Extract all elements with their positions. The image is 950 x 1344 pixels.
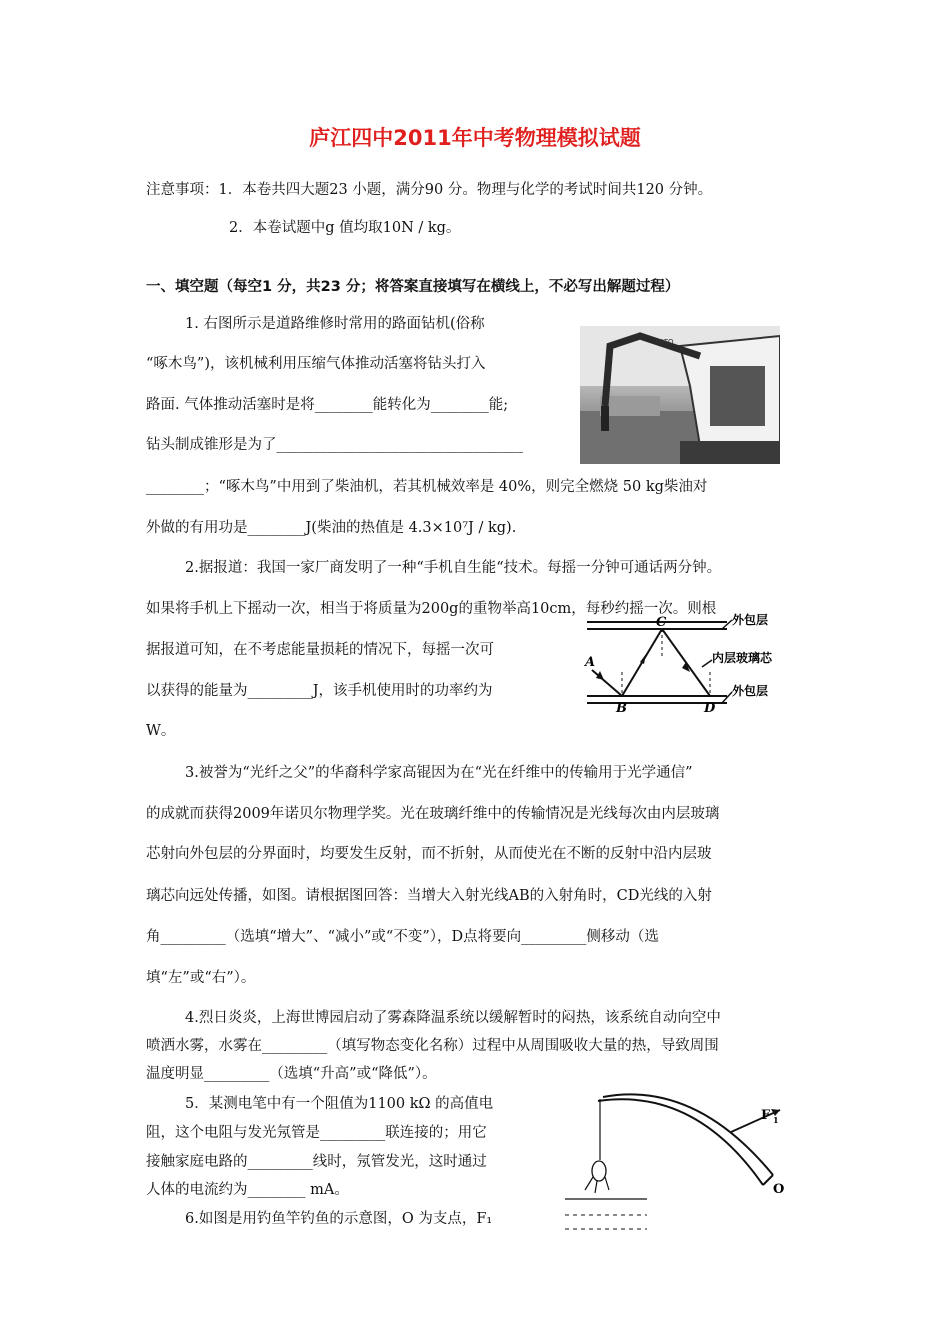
q2-line-3: 据报道可知，在不考虑能量损耗的情况下，每摇一次可 (146, 642, 494, 658)
q3-line-2: 的成就而获得2009年诺贝尔物理学奖。光在玻璃纤维中的传输情况是光线每次由内层玻璃 (146, 806, 720, 822)
force-f1-label: F (761, 1108, 771, 1123)
q5-line-3: 接触家庭电路的_________线时，氖管发光，这时通过 (146, 1154, 487, 1170)
outer-layer-bottom-label: 外包层 (732, 684, 769, 698)
q5-line-1: 5．某测电笔中有一个阻值为1100 kΩ 的高值电 (185, 1096, 494, 1112)
notes-line-2: 2．本卷试题中g 值均取10N / kg。 (229, 220, 461, 236)
fishing-rod-diagram (555, 1085, 795, 1235)
force-f1-subscript: 1 (773, 1115, 779, 1125)
q2-line-5: W。 (146, 723, 176, 739)
q3-line-5: 角_________（选填“增大”、“减小”或“不变”），D点将要向_________侧移动（选 (146, 929, 659, 945)
point-d-label: D (704, 701, 716, 716)
photo-brand-label: KATO (655, 338, 674, 346)
q5-line-2: 阻，这个电阻与发光氖管是_________联连接的；用它 (146, 1125, 487, 1141)
q1-line-2: “啄木鸟”)，该机械利用压缩气体推动活塞将钻头打入 (146, 356, 486, 372)
point-b-label: B (616, 701, 627, 716)
q1-line-4: 钻头制成锥形是为了__________________________________ (146, 437, 523, 453)
page-title: 庐江四中2011年中考物理模拟试题 (309, 126, 641, 150)
point-a-label: A (585, 655, 596, 670)
q4-line-2: 喷洒水雾，水雾在_________（填写物态变化名称）过程中从周围吸收大量的热，导致周围 (146, 1038, 719, 1054)
q3-line-3: 芯射向外包层的分界面时，均要发生反射，而不折射，从而使光在不断的反射中沿内层玻 (146, 846, 712, 862)
pivot-o-label: O (773, 1182, 785, 1197)
q3-line-1: 3.被誉为“光纤之父”的华裔科学家高锟因为在“光在纤维中的传输用于光学通信” (185, 765, 693, 781)
q2-line-2: 如果将手机上下摇动一次，相当于将质量为200g的重物举高10cm，每秒约摇一次。则根 (146, 601, 717, 617)
section-1-heading: 一、填空题（每空1 分，共23 分；将答案直接填写在横线上，不必写出解题过程） (146, 279, 680, 295)
point-c-label: C (656, 615, 667, 630)
q1-line-3: 路面. 气体推动活塞时是将________能转化为________能; (146, 397, 509, 413)
outer-layer-top-label: 外包层 (732, 613, 769, 627)
q1-line-6: 外做的有用功是________J(柴油的热值是 4.3×10⁷J / kg). (146, 520, 517, 536)
optical-fiber-diagram (582, 612, 802, 717)
notes-line-1: 注意事项：1．本卷共四大题23 小题，满分90 分。物理与化学的考试时间共120 分钟。 (146, 182, 713, 198)
q5-line-4: 人体的电流约为________ mA。 (146, 1182, 349, 1198)
q2-line-1: 2.据报道：我国一家厂商发明了一种“手机自生能“技术。每摇一分钟可通话两分钟。 (185, 560, 722, 576)
q4-line-1: 4.烈日炎炎，上海世博园启动了雾森降温系统以缓解暂时的闷热，该系统自动向空中 (185, 1010, 721, 1026)
q1-line-5: ________；“啄木鸟”中用到了柴油机，若其机械效率是 40%，则完全燃烧 50 kg柴油对 (146, 479, 708, 495)
q1-line-1: 1. 右图所示是道路维修时常用的路面钻机(俗称 (185, 316, 485, 332)
q3-line-6: 填“左”或“右”）。 (146, 970, 256, 986)
q3-line-4: 璃芯向远处传播，如图。请根据图回答：当增大入射光线AB的入射角时，CD光线的入射 (146, 888, 712, 904)
road-drill-photo (580, 326, 780, 464)
q2-line-4: 以获得的能量为_________J，该手机使用时的功率约为 (146, 683, 493, 699)
q4-line-3: 温度明显_________（选填“升高”或“降低”）。 (146, 1066, 437, 1082)
q6-line-1: 6.如图是用钓鱼竿钓鱼的示意图，O 为支点，F₁ (185, 1211, 493, 1227)
inner-core-label: 内层玻璃芯 (712, 651, 773, 665)
